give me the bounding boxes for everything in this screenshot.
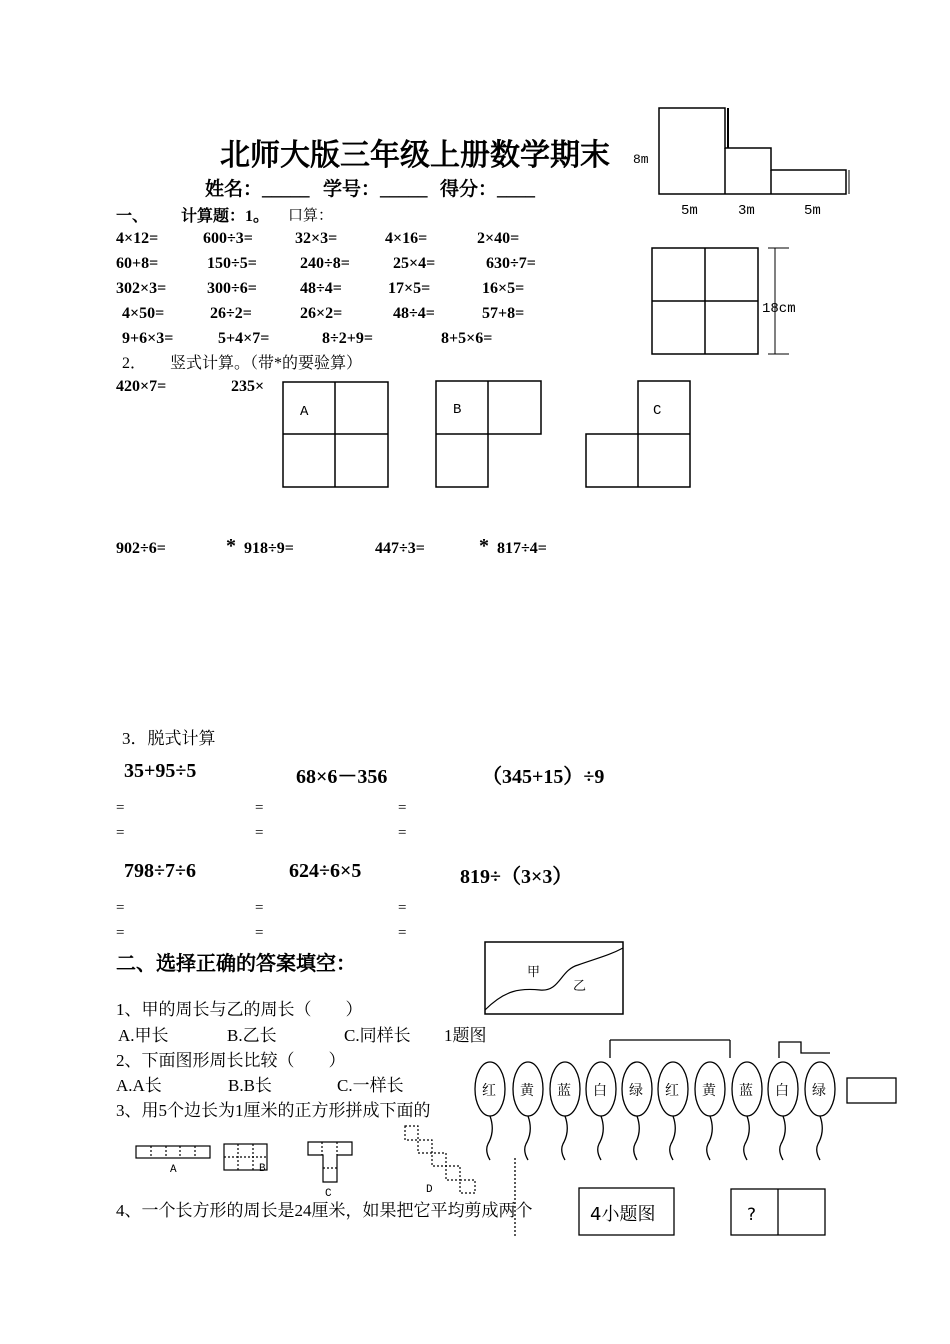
label-8m: 8m [633,152,649,167]
vertical-heading: 2． 竖式计算。（带*的要验算） [122,355,363,372]
question-2: 2、下面图形周长比较（ ） [116,1051,346,1070]
q1-option-a: A.甲长 [118,1026,169,1045]
equals: = [116,800,125,816]
balloon-label: 绿 [629,1083,643,1099]
oral-item: 2×40= [477,230,520,247]
q2-option-c: C.一样长 [337,1076,404,1095]
vertical-item: 447÷3= [375,540,425,557]
label-18cm: 18cm [762,301,796,317]
oral-item: 4×12= [116,230,159,247]
equals: = [398,900,407,916]
question-mark: ? [747,1205,757,1225]
equals: = [116,925,125,941]
vertical-item: 918÷9= [244,540,294,557]
q1-option-b: B.乙长 [227,1026,277,1045]
oral-heading: 口算： [288,208,334,224]
oral-item: 17×5= [388,280,431,297]
balloon-figure [475,1040,896,1236]
step-expr: 68×6－356 [296,766,388,788]
equals: = [398,800,407,816]
equals: = [255,800,264,816]
oral-item: 4×16= [385,230,428,247]
q4-figure-label: 4小题图 [590,1204,656,1225]
q2-option-a: A.A长 [116,1076,162,1095]
vertical-item: 420×7= [116,378,167,395]
oral-item: 16×5= [482,280,525,297]
small-label-b: B [259,1163,266,1175]
oral-item: 600÷3= [203,230,253,247]
label-3m: 3m [738,203,755,219]
equals: = [255,900,264,916]
balloon-label: 绿 [812,1083,826,1099]
shape-a [283,382,388,487]
question-1: 1、甲的周长与乙的周长（ ） [116,1000,363,1019]
oral-item: 150÷5= [207,255,257,272]
id-field: 学号：_____ [323,179,428,200]
jia-yi-figure [485,942,623,1014]
small-shapes [136,1126,475,1193]
name-field: 姓名：_____ [205,179,310,200]
section1-heading: 计算题：1。 [181,208,270,225]
oral-item: 630÷7= [486,255,536,272]
equals: = [398,825,407,841]
balloon-label: 蓝 [739,1083,753,1099]
yi-label: 乙 [573,979,587,994]
star-mark: * [479,535,489,557]
jia-label: 甲 [527,965,541,980]
star-mark: * [226,535,236,557]
step-expr: 819÷（3×3） [460,866,573,888]
vertical-item: 902÷6= [116,540,166,557]
page-title: 北师大版三年级上册数学期末 [220,139,610,172]
section1-label: 一、 [116,208,149,225]
step-expr: 798÷7÷6 [124,860,196,882]
balloon-label: 白 [593,1083,607,1099]
oral-item: 5+4×7= [218,330,270,347]
small-label-a: A [170,1164,177,1176]
q1-figure-label: 1题图 [444,1026,487,1045]
step-expr: 35+95÷5 [124,760,197,782]
question-mark-box [731,1189,825,1235]
oral-item: 57+8= [482,305,525,322]
oral-item: 60+8= [116,255,159,272]
oral-item: 4×50= [122,305,165,322]
question-4: 4、一个长方形的周长是24厘米，如果把它平均剪成两个 [116,1201,533,1220]
balloon-label: 黄 [702,1083,716,1099]
step-heading: 3．脱式计算 [122,729,216,748]
balloon-label: 白 [775,1083,789,1099]
oral-item: 302×3= [116,280,167,297]
vertical-item: 235× [231,378,265,395]
score-field: 得分：____ [440,179,536,200]
label-5m-right: 5m [804,203,821,219]
section2-heading: 二、选择正确的答案填空： [116,953,356,975]
label-5m: 5m [681,203,698,219]
shape-a-label: A [300,404,309,420]
oral-item: 26×2= [300,305,343,322]
equals: = [116,825,125,841]
oral-item: 26÷2= [210,305,252,322]
oral-item: 8+5×6= [441,330,493,347]
equals: = [255,825,264,841]
balloon-label: 红 [482,1083,496,1099]
balloon-label: 蓝 [557,1083,571,1099]
step-expr: （345+15）÷9 [482,766,605,788]
equals: = [398,925,407,941]
equals: = [255,925,264,941]
oral-item: 48÷4= [393,305,435,322]
shape-c-label: C [653,403,662,419]
vertical-item: 817÷4= [497,540,547,557]
shape-c [586,381,690,487]
step-expr: 624÷6×5 [289,860,362,882]
oral-item: 8÷2+9= [322,330,374,347]
step-figure [659,108,849,194]
balloon-label: 黄 [520,1083,534,1099]
question-3: 3、用5个边长为1厘米的正方形拼成下面的 [116,1101,431,1120]
small-label-c: C [325,1188,332,1200]
q2-option-b: B.B长 [228,1076,272,1095]
shape-b [436,381,541,487]
oral-item: 9+6×3= [122,330,174,347]
equals: = [116,900,125,916]
oral-item: 25×4= [393,255,436,272]
oral-item: 300÷6= [207,280,257,297]
q1-option-c: C.同样长 [344,1026,411,1045]
oral-item: 240÷8= [300,255,350,272]
small-label-d: D [426,1184,433,1196]
shape-b-label: B [453,402,462,418]
balloon-label: 红 [665,1083,679,1099]
oral-item: 32×3= [295,230,338,247]
oral-item: 48÷4= [300,280,342,297]
